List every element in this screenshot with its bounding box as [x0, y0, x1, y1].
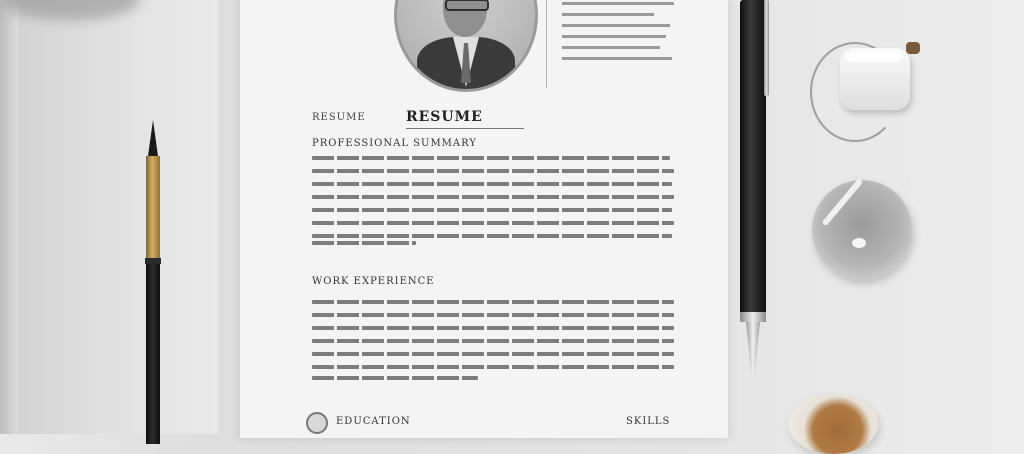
pen-barrel	[740, 0, 766, 318]
resume-title: RESUME	[406, 109, 483, 125]
pen-clip	[764, 0, 769, 96]
fountain-pen	[738, 0, 772, 400]
text-line	[312, 195, 674, 199]
container-lid	[846, 52, 902, 62]
pen-nib	[746, 322, 760, 378]
contact-line	[562, 35, 666, 38]
section-heading-summary: PROFESSIONAL SUMMARY	[312, 138, 477, 149]
text-line	[312, 376, 478, 380]
grey-cup	[812, 180, 912, 280]
contact-line	[562, 24, 670, 27]
text-line	[312, 182, 672, 186]
contact-line	[562, 46, 660, 49]
text-line	[312, 352, 674, 356]
text-line	[312, 313, 674, 317]
contact-line	[562, 57, 672, 60]
resume-paper	[240, 0, 728, 438]
text-line	[312, 234, 672, 238]
white-container	[840, 48, 910, 110]
name-label: RESUME	[312, 112, 366, 123]
contact-line	[562, 2, 674, 5]
gold-pencil	[142, 120, 164, 434]
text-line	[312, 365, 674, 369]
header-divider	[546, 0, 547, 88]
text-line	[312, 300, 674, 304]
contact-lines	[562, 2, 682, 68]
text-line	[312, 169, 674, 173]
pen-ring	[740, 312, 766, 322]
portrait-glasses	[445, 0, 489, 11]
section-heading-experience: WORK EXPERIENCE	[312, 276, 435, 287]
portrait-photo	[394, 0, 538, 92]
left-shadow	[0, 0, 18, 434]
footer-logo-icon	[306, 412, 328, 434]
pencil-tip	[148, 120, 158, 156]
container-knob	[906, 42, 920, 54]
text-line	[312, 326, 674, 330]
contact-line	[562, 13, 654, 16]
pencil-gold-section	[146, 156, 160, 260]
coffee-cup	[788, 394, 878, 454]
text-line	[312, 208, 672, 212]
left-surface	[18, 0, 218, 434]
footer-left-label: EDUCATION	[336, 416, 411, 427]
text-line	[312, 221, 674, 225]
pencil-shaft	[146, 264, 160, 444]
spoon-bowl	[852, 238, 866, 248]
footer-right-label: SKILLS	[626, 416, 671, 427]
text-line	[312, 339, 674, 343]
text-line	[312, 156, 670, 160]
title-underline	[406, 128, 524, 129]
text-line	[312, 241, 416, 245]
